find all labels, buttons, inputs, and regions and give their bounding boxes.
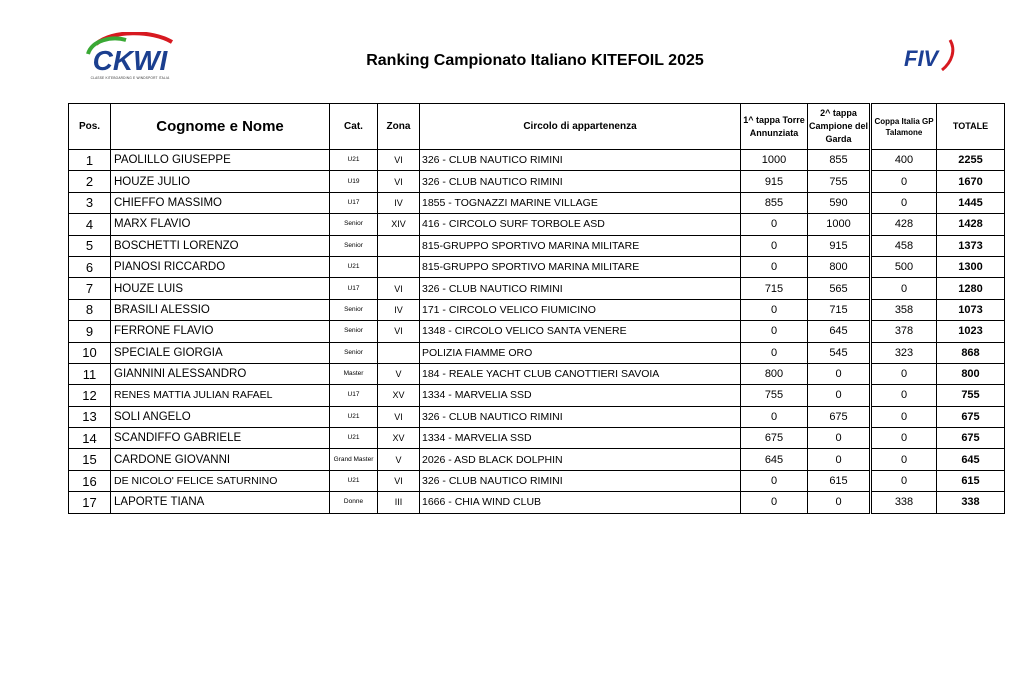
cell-cat: U17 xyxy=(330,385,378,406)
cell-coppa: 0 xyxy=(871,278,937,299)
cell-totale: 868 xyxy=(937,342,1005,363)
cell-zona: VI xyxy=(378,470,420,491)
cell-tappa1: 0 xyxy=(741,235,808,256)
header-pos: Pos. xyxy=(69,104,111,150)
page-title: Ranking Campionato Italiano KITEFOIL 2025 xyxy=(366,52,704,69)
cell-cat: Senior xyxy=(330,321,378,342)
cell-tappa2: 915 xyxy=(808,235,871,256)
cell-cat: Senior xyxy=(330,342,378,363)
header-tappa1: 1^ tappa Torre Annunziata xyxy=(741,104,808,150)
header-tappa2: 2^ tappa Campione del Garda xyxy=(808,104,871,150)
cell-pos: 17 xyxy=(69,492,111,513)
cell-cat: Senior xyxy=(330,214,378,235)
cell-tappa1: 1000 xyxy=(741,150,808,171)
cell-coppa: 0 xyxy=(871,385,937,406)
table-row xyxy=(69,299,1005,320)
cell-tappa2: 675 xyxy=(808,406,871,427)
cell-coppa: 378 xyxy=(871,321,937,342)
header-coppa: Coppa Italia GP Talamone xyxy=(871,104,937,150)
table-row xyxy=(69,406,1005,427)
cell-zona: VI xyxy=(378,150,420,171)
cell-tappa1: 715 xyxy=(741,278,808,299)
cell-coppa: 428 xyxy=(871,214,937,235)
cell-club: 326 - CLUB NAUTICO RIMINI xyxy=(420,150,741,171)
fiv-sail-icon xyxy=(942,40,953,70)
cell-pos: 9 xyxy=(69,321,111,342)
cell-name: GIANNINI ALESSANDRO xyxy=(111,363,330,384)
cell-name: FERRONE FLAVIO xyxy=(111,321,330,342)
table-row xyxy=(69,214,1005,235)
cell-tappa1: 0 xyxy=(741,299,808,320)
cell-pos: 14 xyxy=(69,428,111,449)
cell-tappa2: 715 xyxy=(808,299,871,320)
cell-tappa2: 565 xyxy=(808,278,871,299)
cell-totale: 2255 xyxy=(937,150,1005,171)
cell-pos: 10 xyxy=(69,342,111,363)
cell-name: SOLI ANGELO xyxy=(111,406,330,427)
table-row xyxy=(69,192,1005,213)
table-row xyxy=(69,278,1005,299)
cell-cat: Donne xyxy=(330,492,378,513)
cell-name: PAOLILLO GIUSEPPE xyxy=(111,150,330,171)
cell-club: 2026 - ASD BLACK DOLPHIN xyxy=(420,449,741,470)
table-row xyxy=(69,256,1005,277)
header-zona: Zona xyxy=(378,104,420,150)
header-totale: TOTALE xyxy=(937,104,1005,150)
cell-pos: 11 xyxy=(69,363,111,384)
cell-totale: 1023 xyxy=(937,321,1005,342)
table-row xyxy=(69,385,1005,406)
cell-name: DE NICOLO' FELICE SATURNINO xyxy=(111,470,330,491)
cell-tappa1: 0 xyxy=(741,470,808,491)
cell-zona: VI xyxy=(378,171,420,192)
cell-zona xyxy=(378,256,420,277)
cell-club: 1348 - CIRCOLO VELICO SANTA VENERE xyxy=(420,321,741,342)
cell-tappa1: 915 xyxy=(741,171,808,192)
cell-club: 171 - CIRCOLO VELICO FIUMICINO xyxy=(420,299,741,320)
cell-totale: 1428 xyxy=(937,214,1005,235)
cell-coppa: 0 xyxy=(871,428,937,449)
cell-tappa1: 645 xyxy=(741,449,808,470)
cell-zona: V xyxy=(378,449,420,470)
ranking-table-body xyxy=(69,150,1005,514)
table-row xyxy=(69,235,1005,256)
cell-name: RENES MATTIA JULIAN RAFAEL xyxy=(111,385,330,406)
cell-tappa2: 0 xyxy=(808,428,871,449)
cell-name: PIANOSI RICCARDO xyxy=(111,256,330,277)
cell-coppa: 0 xyxy=(871,171,937,192)
cell-name: MARX FLAVIO xyxy=(111,214,330,235)
cell-name: SPECIALE GIORGIA xyxy=(111,342,330,363)
cell-coppa: 458 xyxy=(871,235,937,256)
cell-tappa1: 0 xyxy=(741,406,808,427)
cell-tappa2: 0 xyxy=(808,363,871,384)
cell-tappa1: 0 xyxy=(741,214,808,235)
cell-cat: U21 xyxy=(330,406,378,427)
cell-cat: Grand Master xyxy=(330,449,378,470)
cell-coppa: 338 xyxy=(871,492,937,513)
ckwi-logo-text: CKWI xyxy=(92,45,168,76)
cell-coppa: 0 xyxy=(871,363,937,384)
cell-club: 416 - CIRCOLO SURF TORBOLE ASD xyxy=(420,214,741,235)
ckwi-logo-mark xyxy=(82,32,178,76)
cell-cat: U21 xyxy=(330,150,378,171)
fiv-logo-text: FIV xyxy=(904,46,939,71)
header-club: Circolo di appartenenza xyxy=(420,104,741,150)
cell-cat: Senior xyxy=(330,299,378,320)
cell-name: CHIEFFO MASSIMO xyxy=(111,192,330,213)
cell-pos: 5 xyxy=(69,235,111,256)
cell-club: 326 - CLUB NAUTICO RIMINI xyxy=(420,171,741,192)
cell-coppa: 0 xyxy=(871,192,937,213)
cell-zona: V xyxy=(378,363,420,384)
cell-club: 1334 - MARVELIA SSD xyxy=(420,385,741,406)
cell-name: BRASILI ALESSIO xyxy=(111,299,330,320)
cell-tappa1: 675 xyxy=(741,428,808,449)
cell-coppa: 323 xyxy=(871,342,937,363)
cell-tappa2: 0 xyxy=(808,492,871,513)
table-row xyxy=(69,470,1005,491)
ckwi-logo-subtitle: CLASSE KITEBOARDING E WINDSPORT ITALIA xyxy=(90,76,170,80)
cell-totale: 675 xyxy=(937,428,1005,449)
cell-tappa2: 645 xyxy=(808,321,871,342)
cell-pos: 15 xyxy=(69,449,111,470)
cell-zona: VI xyxy=(378,278,420,299)
ranking-table xyxy=(68,103,1005,514)
cell-club: 326 - CLUB NAUTICO RIMINI xyxy=(420,470,741,491)
cell-name: BOSCHETTI LORENZO xyxy=(111,235,330,256)
cell-tappa1: 755 xyxy=(741,385,808,406)
cell-zona: IV xyxy=(378,299,420,320)
table-header-row xyxy=(69,104,1005,150)
cell-totale: 1445 xyxy=(937,192,1005,213)
cell-tappa2: 755 xyxy=(808,171,871,192)
ckwi-logo xyxy=(82,32,178,86)
table-row xyxy=(69,363,1005,384)
cell-totale: 675 xyxy=(937,406,1005,427)
cell-pos: 16 xyxy=(69,470,111,491)
cell-zona: IV xyxy=(378,192,420,213)
cell-zona: XIV xyxy=(378,214,420,235)
cell-coppa: 0 xyxy=(871,470,937,491)
cell-zona xyxy=(378,235,420,256)
cell-tappa2: 0 xyxy=(808,449,871,470)
cell-club: 326 - CLUB NAUTICO RIMINI xyxy=(420,406,741,427)
cell-tappa1: 800 xyxy=(741,363,808,384)
cell-tappa1: 0 xyxy=(741,342,808,363)
table-row xyxy=(69,449,1005,470)
cell-pos: 2 xyxy=(69,171,111,192)
cell-pos: 1 xyxy=(69,150,111,171)
cell-zona: VI xyxy=(378,321,420,342)
cell-club: 326 - CLUB NAUTICO RIMINI xyxy=(420,278,741,299)
cell-pos: 7 xyxy=(69,278,111,299)
cell-zona: XV xyxy=(378,385,420,406)
cell-tappa2: 0 xyxy=(808,385,871,406)
cell-pos: 4 xyxy=(69,214,111,235)
table-row xyxy=(69,428,1005,449)
cell-club: 815-GRUPPO SPORTIVO MARINA MILITARE xyxy=(420,256,741,277)
cell-cat: U21 xyxy=(330,428,378,449)
cell-cat: U21 xyxy=(330,256,378,277)
table-row xyxy=(69,321,1005,342)
cell-pos: 8 xyxy=(69,299,111,320)
cell-tappa2: 1000 xyxy=(808,214,871,235)
table-row xyxy=(69,342,1005,363)
header-name: Cognome e Nome xyxy=(111,104,330,150)
cell-tappa1: 855 xyxy=(741,192,808,213)
cell-cat: Senior xyxy=(330,235,378,256)
cell-coppa: 358 xyxy=(871,299,937,320)
cell-club: 815-GRUPPO SPORTIVO MARINA MILITARE xyxy=(420,235,741,256)
cell-name: SCANDIFFO GABRIELE xyxy=(111,428,330,449)
cell-totale: 1280 xyxy=(937,278,1005,299)
cell-coppa: 0 xyxy=(871,406,937,427)
cell-coppa: 0 xyxy=(871,449,937,470)
cell-cat: U21 xyxy=(330,470,378,491)
cell-coppa: 500 xyxy=(871,256,937,277)
cell-name: HOUZE LUIS xyxy=(111,278,330,299)
cell-club: 1855 - TOGNAZZI MARINE VILLAGE xyxy=(420,192,741,213)
cell-club: POLIZIA FIAMME ORO xyxy=(420,342,741,363)
cell-totale: 1300 xyxy=(937,256,1005,277)
cell-totale: 338 xyxy=(937,492,1005,513)
cell-tappa2: 545 xyxy=(808,342,871,363)
cell-pos: 6 xyxy=(69,256,111,277)
cell-name: HOUZE JULIO xyxy=(111,171,330,192)
cell-tappa2: 800 xyxy=(808,256,871,277)
cell-name: CARDONE GIOVANNI xyxy=(111,449,330,470)
table-row xyxy=(69,492,1005,513)
cell-totale: 1373 xyxy=(937,235,1005,256)
cell-name: LAPORTE TIANA xyxy=(111,492,330,513)
cell-totale: 645 xyxy=(937,449,1005,470)
cell-tappa2: 855 xyxy=(808,150,871,171)
cell-zona: VI xyxy=(378,406,420,427)
cell-totale: 800 xyxy=(937,363,1005,384)
cell-totale: 615 xyxy=(937,470,1005,491)
cell-tappa2: 615 xyxy=(808,470,871,491)
cell-coppa: 400 xyxy=(871,150,937,171)
cell-pos: 13 xyxy=(69,406,111,427)
cell-tappa1: 0 xyxy=(741,321,808,342)
cell-pos: 3 xyxy=(69,192,111,213)
table-row xyxy=(69,171,1005,192)
cell-pos: 12 xyxy=(69,385,111,406)
cell-totale: 755 xyxy=(937,385,1005,406)
cell-totale: 1670 xyxy=(937,171,1005,192)
cell-club: 1666 - CHIA WIND CLUB xyxy=(420,492,741,513)
cell-zona: XV xyxy=(378,428,420,449)
cell-club: 1334 - MARVELIA SSD xyxy=(420,428,741,449)
cell-cat: U17 xyxy=(330,278,378,299)
cell-club: 184 - REALE YACHT CLUB CANOTTIERI SAVOIA xyxy=(420,363,741,384)
cell-cat: U17 xyxy=(330,192,378,213)
header-cat: Cat. xyxy=(330,104,378,150)
cell-tappa1: 0 xyxy=(741,492,808,513)
cell-totale: 1073 xyxy=(937,299,1005,320)
fiv-logo xyxy=(898,36,964,78)
cell-cat: Master xyxy=(330,363,378,384)
table-row xyxy=(69,150,1005,171)
cell-zona: III xyxy=(378,492,420,513)
cell-tappa2: 590 xyxy=(808,192,871,213)
cell-zona xyxy=(378,342,420,363)
cell-cat: U19 xyxy=(330,171,378,192)
cell-tappa1: 0 xyxy=(741,256,808,277)
